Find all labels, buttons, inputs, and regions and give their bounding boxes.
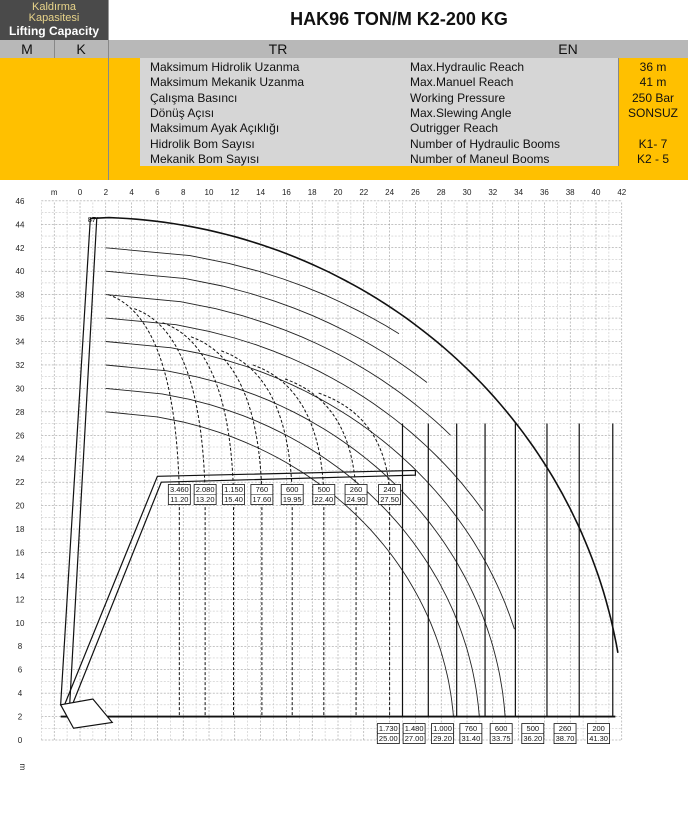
badge-line-2: Kapasitesi [28, 12, 80, 24]
y-tick-label: 24 [15, 454, 25, 464]
column-divider [108, 40, 109, 180]
y-tick-label: 18 [15, 525, 25, 535]
hydraulic-capacity-load: 260 [349, 485, 363, 495]
hydraulic-capacity-load: 2.080 [195, 485, 215, 495]
page-title: HAK96 TON/M K2-200 KG [108, 0, 688, 40]
spec-value: 250 Bar [631, 91, 675, 105]
x-tick-label: 8 [180, 187, 186, 197]
manual-capacity-reach: 29.20 [433, 734, 452, 744]
spec-label-en: Working Pressure [410, 91, 506, 105]
y-tick-label: 6 [17, 665, 23, 675]
manual-capacity-reach: 41.30 [589, 734, 608, 744]
hydraulic-capacity-reach: 11.20 [170, 495, 189, 505]
manual-capacity-load: 500 [526, 724, 540, 734]
x-tick-label: 10 [204, 187, 214, 197]
x-tick-label: 4 [129, 187, 134, 197]
y-tick-label: 12 [15, 595, 25, 605]
manual-capacity-load: 760 [464, 724, 478, 734]
y-tick-label: 8 [17, 642, 23, 652]
spec-label-en: Max.Hydraulic Reach [410, 60, 525, 74]
radius-arc [106, 342, 515, 630]
y-tick-label: 30 [15, 384, 25, 394]
manual-capacity-load: 260 [558, 724, 572, 734]
inclined-boom [65, 470, 416, 704]
vertical-boom [61, 218, 97, 704]
y-tick-label: 34 [15, 337, 25, 347]
hydraulic-capacity-reach: 15.40 [224, 495, 243, 505]
chart-envelope [61, 218, 618, 717]
y-tick-label: 0 [17, 736, 23, 745]
spec-value: 36 m [639, 60, 667, 74]
manual-capacity-load: 1.480 [404, 724, 424, 734]
hydraulic-capacity-reach: 27.50 [380, 495, 399, 505]
spec-label-en: Max.Slewing Angle [410, 106, 512, 120]
x-tick-label: 30 [462, 187, 472, 197]
manual-capacity-load: 1.000 [433, 724, 452, 734]
hydraulic-capacity-load: 3.460 [169, 485, 189, 495]
boom-angle-label: 87° [87, 214, 100, 224]
spec-label-tr: Maksimum Hidrolik Uzanma [150, 60, 300, 74]
chart-grid [41, 201, 622, 740]
hydraulic-capacity-load: 600 [285, 485, 299, 495]
radius-arc [106, 248, 399, 334]
spec-value: SONSUZ [627, 106, 678, 120]
crane-boom [61, 215, 416, 728]
manual-capacity-reach: 36.20 [523, 734, 543, 744]
spec-label-en: Number of Hydraulic Booms [410, 137, 561, 151]
y-tick-label: 20 [15, 501, 25, 511]
x-axis-label: m [50, 187, 58, 197]
hydraulic-capacity-load: 760 [255, 485, 269, 495]
radius-arc [106, 271, 427, 382]
hydraulic-capacity-reach: 22.40 [314, 495, 334, 505]
spec-label-tr: Maksimum Ayak Açıklığı [150, 121, 280, 135]
crane-base [61, 699, 113, 728]
x-tick-label: 0 [77, 187, 83, 197]
y-tick-label: 44 [15, 220, 25, 230]
x-tick-label: 38 [565, 187, 575, 197]
y-tick-label: 28 [15, 407, 25, 417]
manual-capacity-load: 600 [494, 724, 508, 734]
y-tick-label: 14 [15, 571, 25, 581]
hydraulic-capacity-load: 500 [317, 485, 331, 495]
y-tick-label: 36 [15, 314, 25, 324]
x-tick-label: 26 [410, 187, 420, 197]
y-tick-label: 42 [15, 243, 25, 253]
column-divider [54, 40, 55, 58]
spec-label-en: Max.Manuel Reach [410, 75, 514, 89]
x-tick-label: 24 [385, 187, 395, 197]
spec-label-tr: Mekanik Bom Sayısı [150, 152, 260, 166]
spec-label-tr: Dönüş Açısı [150, 106, 215, 120]
hydraulic-capacity-reach: 19.95 [282, 495, 302, 505]
hydraulic-dashed-curve [134, 309, 205, 494]
y-tick-label: 46 [15, 196, 25, 206]
hydraulic-capacity-reach: 17.60 [252, 495, 272, 505]
y-tick-label: 32 [15, 360, 25, 370]
manual-capacity-load: 200 [592, 724, 605, 734]
column-k: K [54, 40, 108, 58]
badge-line-3: Lifting Capacity [8, 24, 99, 38]
spec-header [0, 0, 688, 180]
x-tick-label: 32 [488, 187, 498, 197]
y-tick-label: 26 [15, 431, 25, 441]
hydraulic-dashed-curve [108, 295, 179, 494]
lifting-capacity-badge [0, 0, 108, 40]
x-tick-label: 20 [333, 187, 343, 197]
x-tick-label: 34 [514, 187, 524, 197]
hydraulic-capacity-load: 1.150 [224, 485, 243, 495]
spec-label-en: Outrigger Reach [410, 121, 499, 135]
y-tick-label: 40 [15, 267, 25, 277]
hydraulic-dashed-curve [319, 393, 390, 494]
x-tick-label: 28 [436, 187, 446, 197]
hydraulic-capacity-reach: 13.20 [195, 495, 215, 505]
x-tick-label: 18 [307, 187, 317, 197]
y-tick-label: 16 [15, 548, 25, 558]
x-tick-label: 12 [230, 187, 240, 197]
column-m: M [0, 40, 54, 58]
spec-label-tr: Hidrolik Bom Sayısı [150, 137, 255, 151]
x-tick-label: 14 [256, 187, 266, 197]
badge-line-1: Kaldırma [31, 1, 77, 13]
y-tick-label: 38 [15, 290, 25, 300]
manual-capacity-reach: 27.00 [404, 734, 424, 744]
x-tick-label: 16 [281, 187, 291, 197]
load-chart [0, 180, 688, 836]
y-tick-label: 10 [15, 618, 25, 628]
x-tick-label: 42 [617, 187, 627, 197]
y-axis-label: m [18, 763, 27, 771]
y-tick-label: 22 [15, 478, 25, 488]
manual-capacity-reach: 31.40 [461, 734, 481, 744]
x-tick-label: 36 [539, 187, 549, 197]
manual-capacity-reach: 33.75 [491, 734, 511, 744]
hydraulic-dashed-curve [253, 365, 324, 494]
manual-capacity-reach: 38.70 [555, 734, 575, 744]
column-tr: TR [108, 40, 448, 58]
spec-label-tr: Çalışma Basıncı [150, 91, 238, 105]
spec-value: K1- 7 [638, 137, 668, 151]
x-tick-label: 40 [591, 187, 601, 197]
manual-capacity-reach: 25.00 [378, 734, 398, 744]
hydraulic-dashed-curve [221, 351, 292, 494]
manual-capacity-load: 1.730 [378, 724, 398, 734]
hydraulic-capacity-load: 240 [383, 485, 396, 495]
x-tick-label: 6 [155, 187, 160, 197]
spec-label-en: Number of Maneul Booms [410, 152, 550, 166]
hydraulic-capacity-reach: 24.90 [346, 495, 366, 505]
y-tick-label: 4 [17, 689, 23, 699]
x-tick-label: 2 [103, 187, 109, 197]
y-tick-label: 2 [17, 712, 23, 722]
spec-label-tr: Maksimum Mekanik Uzanma [150, 75, 305, 89]
column-en: EN [448, 40, 688, 58]
spec-value: K2 - 5 [636, 152, 669, 166]
chart-axes [16, 188, 627, 771]
spec-value: 41 m [639, 75, 667, 89]
x-tick-label: 22 [359, 187, 369, 197]
